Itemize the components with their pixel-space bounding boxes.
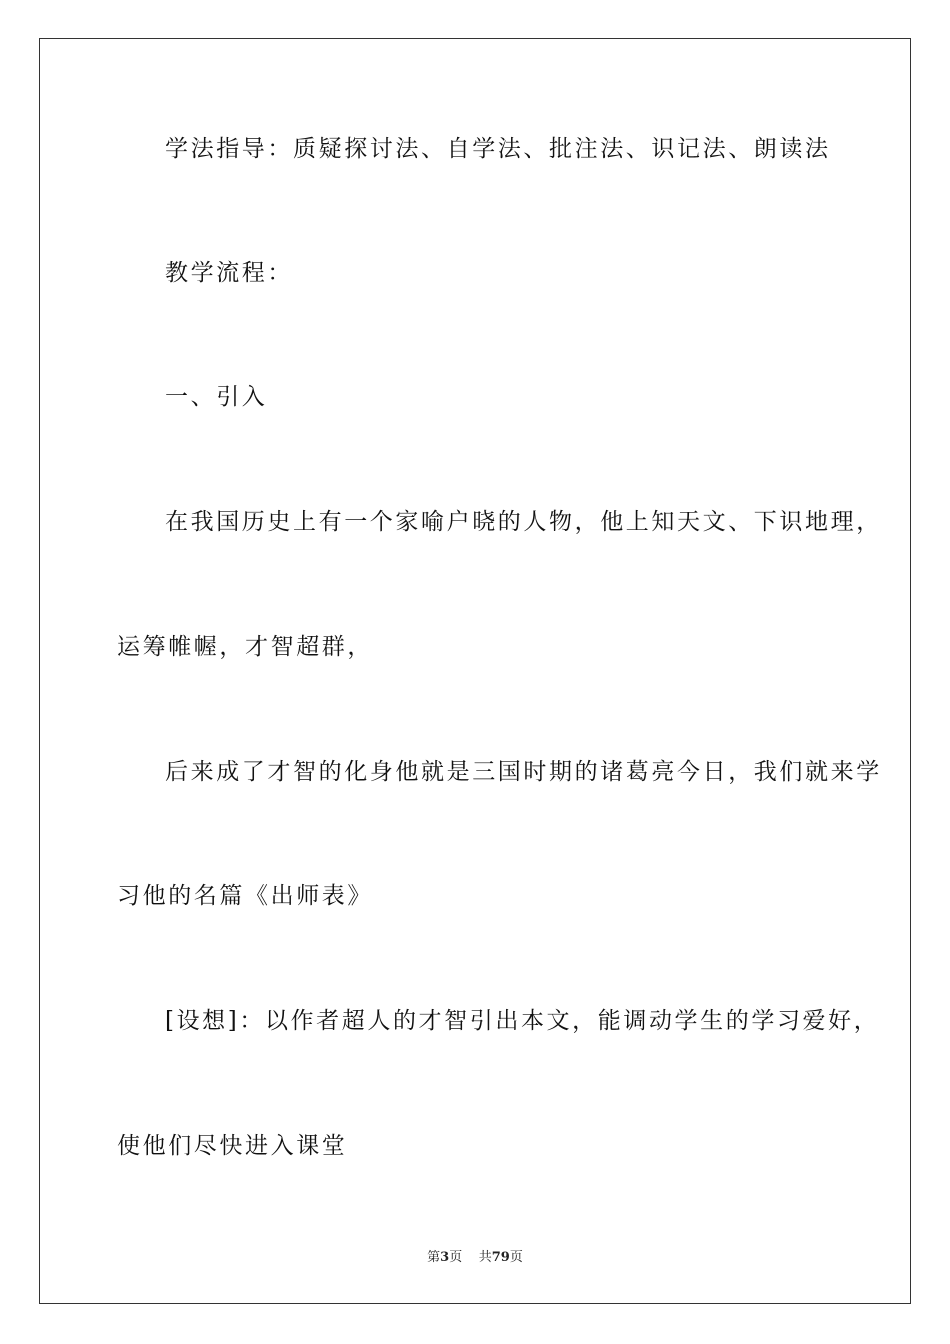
text-line-teaching-process: 教学流程： — [165, 260, 293, 286]
paragraph-line: 运筹帷幄，才智超群， — [117, 634, 373, 660]
total-prefix: 共 — [478, 1250, 492, 1265]
page-number: 3 — [440, 1250, 450, 1265]
section-heading-introduction: 一、引入 — [165, 384, 268, 410]
paragraph-line: 在我国历史上有一个家喻户晓的人物，他上知天文、下识地理， — [165, 509, 882, 535]
design-note-line: [设想]：以作者超人的才智引出本文，能调动学生的学习爱好， — [165, 1008, 880, 1034]
text-line-study-methods: 学法指导：质疑探讨法、自学法、批注法、识记法、朗读法 — [165, 136, 831, 162]
page-frame — [39, 38, 911, 1304]
total-pages: 79 — [491, 1250, 510, 1265]
total-suffix: 页 — [509, 1250, 523, 1265]
paragraph-line: 习他的名篇《出师表》 — [117, 883, 373, 909]
design-note-line: 使他们尽快进入课堂 — [117, 1133, 348, 1159]
page-suffix: 页 — [449, 1250, 463, 1265]
page-footer — [0, 1246, 950, 1265]
paragraph-line: 后来成了才智的化身他就是三国时期的诸葛亮今日，我们就来学 — [165, 759, 882, 785]
page-prefix: 第 — [427, 1250, 441, 1265]
